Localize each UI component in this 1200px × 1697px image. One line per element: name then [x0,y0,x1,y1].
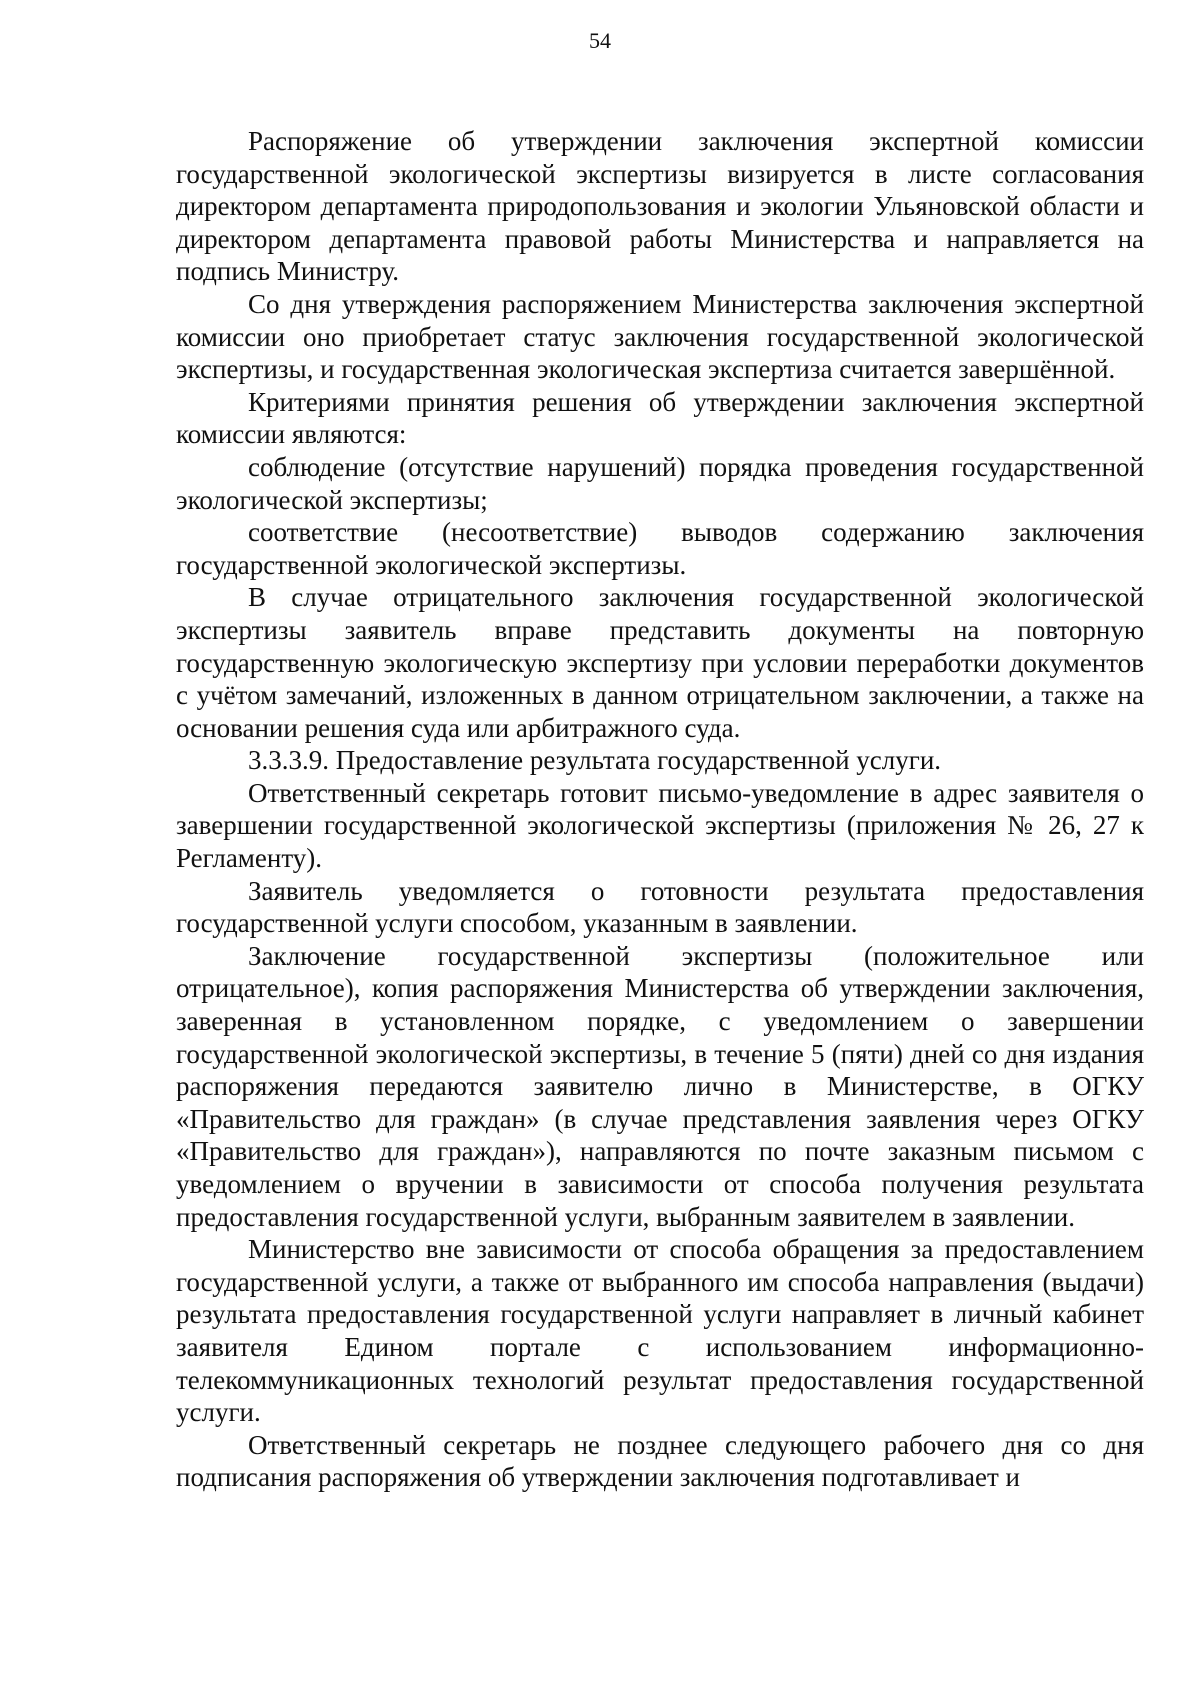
paragraph-approval-status: Со дня утверждения распоряжением Министерства заключения экспертной комиссии оно приобретает статус заключения государственной экологической экспертизы, и государственная экологическая экспертиза считается завершённой. [176,288,1144,385]
paragraph-applicant-notified: Заявитель уведомляется о готовности результата предоставления государственной услуги способом, указанным в заявлении. [176,875,1144,939]
section-heading-3-3-3-9: 3.3.3.9. Предоставление результата государственной услуги. [248,745,942,776]
paragraph-negative-conclusion: В случае отрицательного заключения государственной экологической экспертизы заявитель вправе представить документы на повторную государственную экологическую экспертизу при условии переработки документов с учётом замечаний, изложенных в данном отрицательном заключении, а также на основании решения суда или арбитражного суда. [176,582,1144,743]
paragraph-notification-letter: Ответственный секретарь готовит письмо-уведомление в адрес заявителя о завершении государственной экологической экспертизы (приложения № 26, 27 к Регламенту). [176,777,1144,874]
paragraph-secretary-deadline: Ответственный секретарь не позднее следующего рабочего дня со дня подписания распоряжения об утверждении заключения подготавливает и [176,1429,1144,1493]
paragraph-personal-account: Министерство вне зависимости от способа обращения за предоставлением государственной услуги, а также от выбранного им способа направления (выдачи) результата предоставления государственной услуги направляет в личный кабинет заявителя Едином портале с использованием информационно-телекоммуникационных технологий результат предоставления государственной услуги. [176,1234,1144,1428]
paragraph-order-approval: Распоряжение об утверждении заключения экспертной комиссии государственной экологической экспертизы визируется в листе согласования директором департамента природопользования и экологии Ульяновской области и директором департамента правовой работы Министерства и направляется на подпись Министру. [176,126,1144,287]
paragraph-criteria-compliance: соблюдение (отсутствие нарушений) порядка проведения государственной экологической экспертизы; [176,451,1144,515]
paragraph-criteria-conformity: соответствие (несоответствие) выводов содержанию заключения государственной экологической экспертизы. [176,517,1144,580]
document-body [176,125,1144,1494]
paragraph-criteria-intro: Критериями принятия решения об утверждении заключения экспертной комиссии являются: [176,386,1144,450]
paragraph-conclusion-delivery: Заключение государственной экспертизы (положительное или отрицательное), копия распоряжения Министерства об утверждении заключения, заверенная в установленном порядке, с уведомлением о завершении государственной экологической экспертизы, в течение 5 (пяти) дней со дня издания распоряжения передаются заявителю лично в Министерстве, в ОГКУ «Правительство для граждан» (в случае представления заявления через ОГКУ «Правительство для граждан»), направляются по почте заказным письмом с уведомлением о вручении в зависимости от способа получения результата предоставления государственной услуги, выбранным заявителем в заявлении. [176,940,1144,1232]
page-number: 54 [589,28,611,53]
